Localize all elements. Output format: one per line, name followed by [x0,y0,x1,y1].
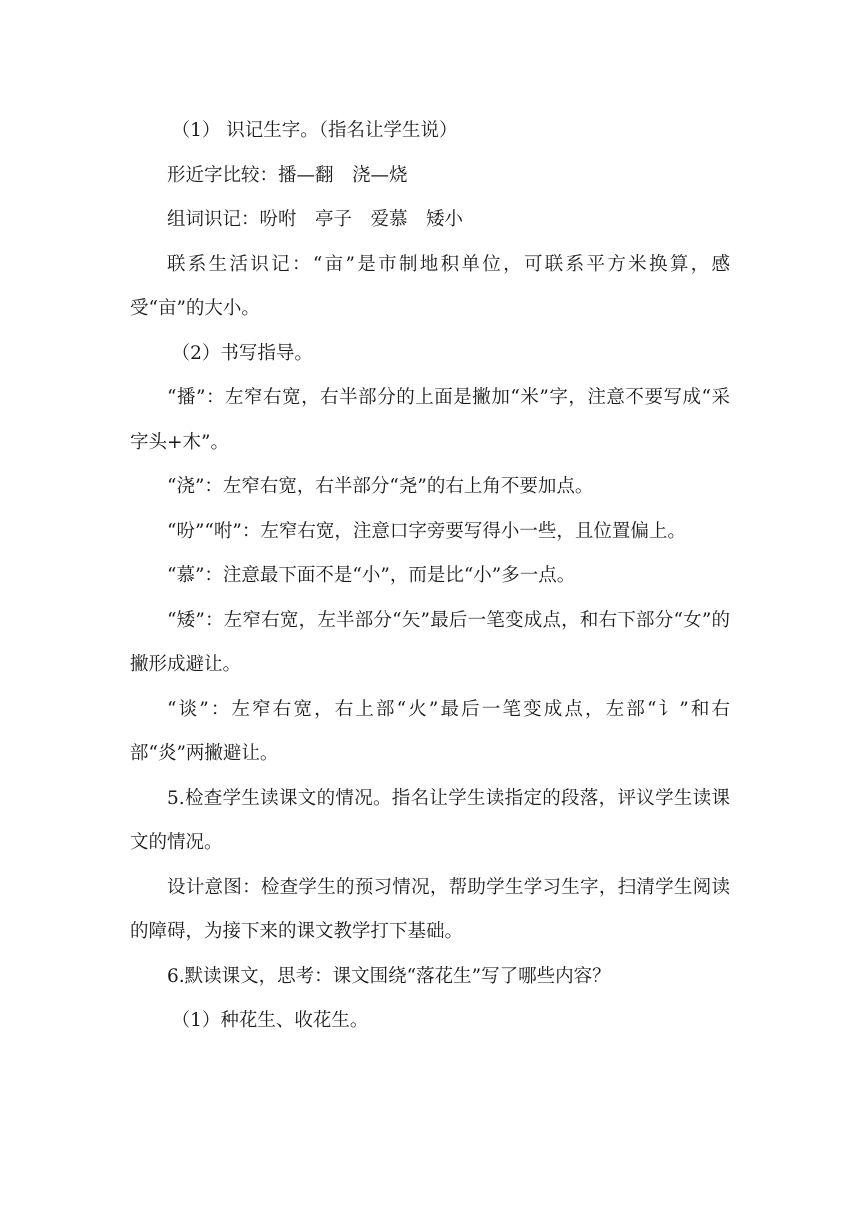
paragraph-similar-characters: 形近字比较：播—翻 浇—烧 [167,164,408,186]
paragraph-char-fen-fu: “吩”“咐”：左窄右宽，注意口字旁要写得小一些，且位置偏上。 [167,520,686,542]
paragraph-char-mu: “慕”：注意最下面不是“小”，而是比“小”多一点。 [167,565,576,586]
paragraph-recognize-characters: （1） 识记生字。（指名让学生说） [171,120,458,141]
paragraph-step-6: 6.默读课文，思考：课文围绕“落花生”写了哪些内容？ [167,965,611,987]
paragraph-word-grouping: 组词识记：吩咐 亭子 爱慕 矮小 [167,209,464,230]
paragraph-char-ai: “矮”：左窄右宽，左半部分“矢”最后一笔变成点，和右下部分“女”的撇形成避让。 [130,609,730,675]
paragraph-step-5: 5.检查学生读课文的情况。指名让学生读指定的段落，评议学生读课文的情况。 [130,787,730,853]
paragraph-life-connection: 联系生活识记：“亩”是市制地积单位，可联系平方米换算，感受“亩”的大小。 [130,253,730,319]
paragraph-design-intent: 设计意图：检查学生的预习情况，帮助学生学习生字，扫清学生阅读的障碍，为接下来的课文教学打下基础。 [130,876,730,942]
paragraph-char-bo: “播”：左窄右宽，右半部分的上面是撇加“米”字，注意不要写成“采字头+木”。 [130,387,730,453]
paragraph-char-jiao: “浇”：左窄右宽，右半部分“尧”的右上角不要加点。 [167,476,594,497]
paragraph-plant-harvest: （1）种花生、收花生。 [171,1010,369,1031]
paragraph-writing-guidance: （2）书写指导。 [171,342,313,364]
document-body [130,109,730,1044]
paragraph-char-tan: “谈”：左窄右宽，右上部“火”最后一笔变成点，左部“讠”和右部“炎”两撇避让。 [130,698,730,764]
